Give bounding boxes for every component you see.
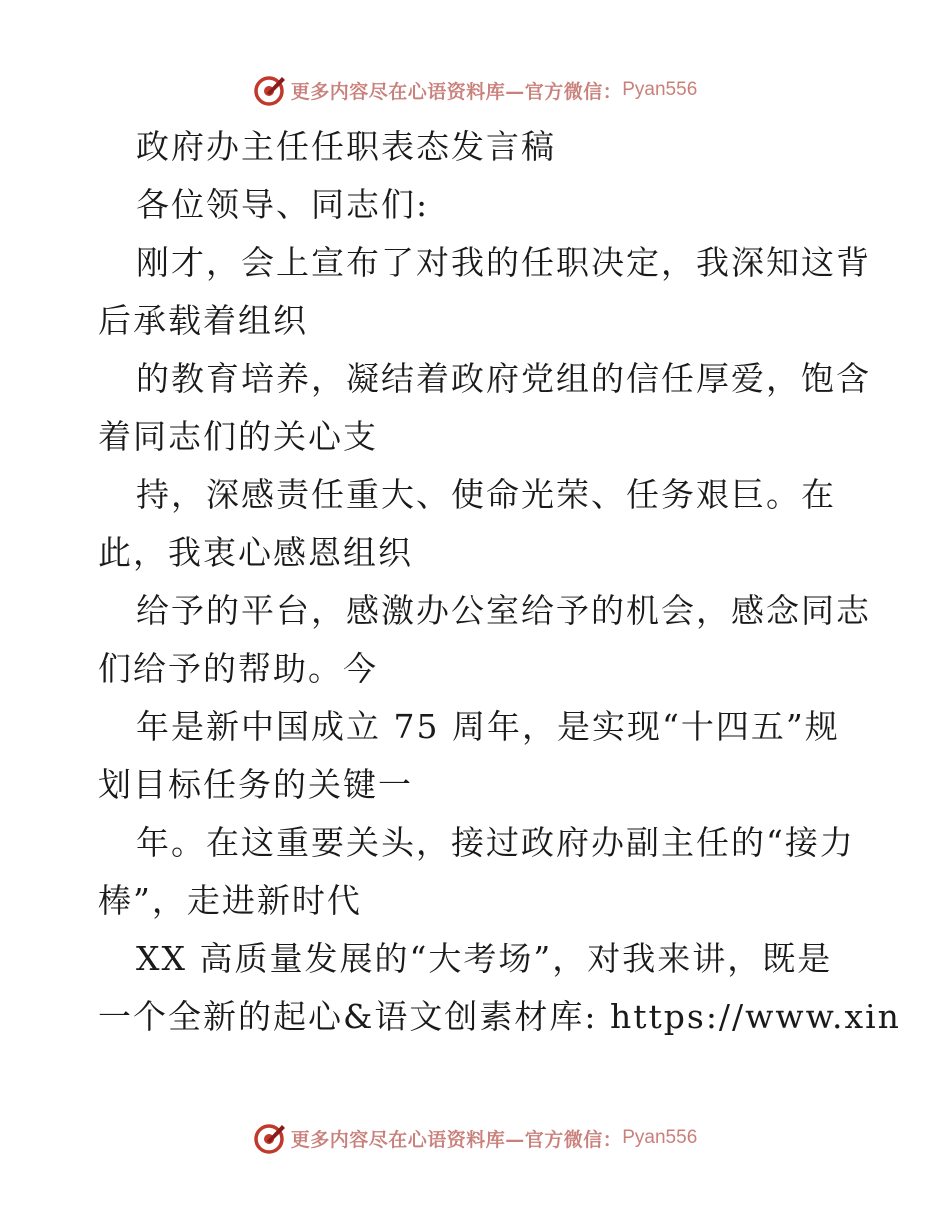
watermark-wechat-id: Pyan556 [622, 1127, 698, 1148]
body-line: 年是新中国成立 75 周年，是实现“十四五”规 [136, 707, 840, 746]
body-line: 刚才，会上宣布了对我的任职决定，我深知这背 [136, 243, 871, 282]
watermark-text: 更多内容尽在心语资料库—官方微信： [290, 80, 623, 103]
footer-watermark [0, 1118, 950, 1158]
watermark-wechat-id: Pyan556 [622, 79, 698, 100]
salutation: 各位领导、同志们: [136, 185, 430, 224]
body-line: 一个全新的起心&语文创素材库: https://www.xin [98, 997, 901, 1036]
body-line: 棒”，走进新时代 [98, 881, 362, 920]
pen-logo-icon [253, 73, 287, 107]
body-line: 给予的平台，感激办公室给予的机会，感念同志 [136, 591, 871, 630]
body-line: 划目标任务的关键一 [98, 765, 413, 804]
header-watermark [0, 70, 950, 110]
body-line: 的教育培养，凝结着政府党组的信任厚爱，饱含 [136, 359, 871, 398]
body-line: XX 高质量发展的“大考场”，对我来讲，既是 [136, 939, 833, 978]
pen-logo-icon [253, 1121, 287, 1155]
body-line: 后承载着组织 [98, 301, 308, 340]
body-line: 着同志们的关心支 [98, 417, 378, 456]
body-line: 此，我衷心感恩组织 [98, 533, 413, 572]
body-line: 持，深感责任重大、使命光荣、任务艰巨。在 [136, 475, 836, 514]
body-line: 们给予的帮助。今 [98, 649, 378, 688]
document-body [98, 118, 901, 1046]
body-line: 年。在这重要关头，接过政府办副主任的“接力 [136, 823, 855, 862]
document-title: 政府办主任任职表态发言稿 [136, 127, 556, 166]
watermark-text: 更多内容尽在心语资料库—官方微信： [290, 1128, 623, 1151]
